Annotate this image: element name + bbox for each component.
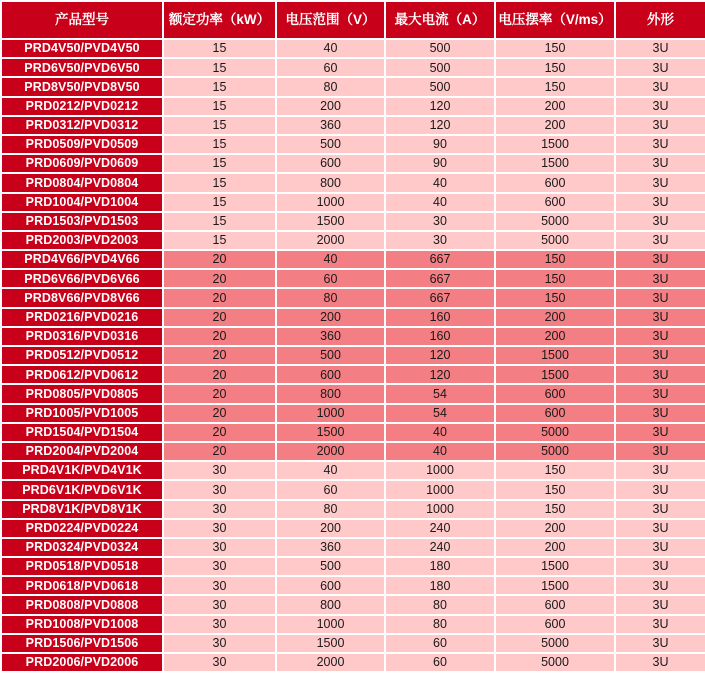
form-factor-cell: 3U bbox=[616, 520, 705, 537]
form-factor-cell: 3U bbox=[616, 328, 705, 345]
form-factor-cell: 3U bbox=[616, 654, 705, 671]
form-factor-cell: 3U bbox=[616, 577, 705, 594]
power-cell: 15 bbox=[164, 40, 275, 57]
form-factor-cell: 3U bbox=[616, 596, 705, 613]
table-row bbox=[2, 155, 705, 172]
voltage-cell: 360 bbox=[277, 539, 384, 556]
power-cell: 20 bbox=[164, 328, 275, 345]
table-row bbox=[2, 558, 705, 575]
model-cell: PRD6V50/PVD6V50 bbox=[2, 59, 162, 76]
current-cell: 90 bbox=[386, 155, 494, 172]
form-factor-cell: 3U bbox=[616, 136, 705, 153]
slew-rate-cell: 150 bbox=[496, 501, 614, 518]
table-row bbox=[2, 251, 705, 268]
power-cell: 15 bbox=[164, 98, 275, 115]
model-cell: PRD1504/PVD1504 bbox=[2, 424, 162, 441]
slew-rate-cell: 1500 bbox=[496, 155, 614, 172]
slew-rate-cell: 1500 bbox=[496, 136, 614, 153]
power-cell: 20 bbox=[164, 366, 275, 383]
slew-rate-cell: 5000 bbox=[496, 424, 614, 441]
model-cell: PRD1005/PVD1005 bbox=[2, 405, 162, 422]
current-cell: 180 bbox=[386, 558, 494, 575]
power-cell: 30 bbox=[164, 501, 275, 518]
voltage-cell: 1500 bbox=[277, 635, 384, 652]
power-cell: 15 bbox=[164, 155, 275, 172]
voltage-cell: 40 bbox=[277, 251, 384, 268]
power-cell: 15 bbox=[164, 78, 275, 95]
current-cell: 40 bbox=[386, 194, 494, 211]
form-factor-cell: 3U bbox=[616, 366, 705, 383]
power-cell: 15 bbox=[164, 59, 275, 76]
form-factor-cell: 3U bbox=[616, 462, 705, 479]
model-cell: PRD2004/PVD2004 bbox=[2, 443, 162, 460]
slew-rate-cell: 1500 bbox=[496, 577, 614, 594]
table-body bbox=[2, 40, 705, 671]
current-cell: 40 bbox=[386, 443, 494, 460]
table-row bbox=[2, 347, 705, 364]
power-cell: 30 bbox=[164, 481, 275, 498]
voltage-cell: 500 bbox=[277, 347, 384, 364]
table-row bbox=[2, 213, 705, 230]
form-factor-cell: 3U bbox=[616, 539, 705, 556]
table-row bbox=[2, 462, 705, 479]
model-cell: PRD0612/PVD0612 bbox=[2, 366, 162, 383]
form-factor-cell: 3U bbox=[616, 443, 705, 460]
power-cell: 30 bbox=[164, 558, 275, 575]
power-cell: 15 bbox=[164, 213, 275, 230]
voltage-cell: 800 bbox=[277, 385, 384, 402]
current-cell: 180 bbox=[386, 577, 494, 594]
voltage-cell: 60 bbox=[277, 270, 384, 287]
voltage-cell: 40 bbox=[277, 40, 384, 57]
power-cell: 30 bbox=[164, 596, 275, 613]
voltage-cell: 360 bbox=[277, 117, 384, 134]
header-model: 产品型号 bbox=[2, 2, 162, 38]
power-cell: 30 bbox=[164, 539, 275, 556]
form-factor-cell: 3U bbox=[616, 98, 705, 115]
table-row bbox=[2, 616, 705, 633]
slew-rate-cell: 150 bbox=[496, 40, 614, 57]
model-cell: PRD0805/PVD0805 bbox=[2, 385, 162, 402]
table-row bbox=[2, 635, 705, 652]
slew-rate-cell: 600 bbox=[496, 405, 614, 422]
slew-rate-cell: 600 bbox=[496, 616, 614, 633]
current-cell: 80 bbox=[386, 596, 494, 613]
model-cell: PRD2006/PVD2006 bbox=[2, 654, 162, 671]
current-cell: 120 bbox=[386, 117, 494, 134]
header-slew-rate: 电压摆率（V/ms） bbox=[496, 2, 614, 38]
slew-rate-cell: 1500 bbox=[496, 347, 614, 364]
current-cell: 80 bbox=[386, 616, 494, 633]
voltage-cell: 60 bbox=[277, 481, 384, 498]
voltage-cell: 200 bbox=[277, 520, 384, 537]
voltage-cell: 200 bbox=[277, 98, 384, 115]
table-row bbox=[2, 232, 705, 249]
slew-rate-cell: 150 bbox=[496, 78, 614, 95]
table-row bbox=[2, 117, 705, 134]
current-cell: 500 bbox=[386, 78, 494, 95]
current-cell: 60 bbox=[386, 654, 494, 671]
power-cell: 20 bbox=[164, 443, 275, 460]
voltage-cell: 600 bbox=[277, 577, 384, 594]
current-cell: 240 bbox=[386, 539, 494, 556]
model-cell: PRD6V66/PVD6V66 bbox=[2, 270, 162, 287]
power-cell: 20 bbox=[164, 385, 275, 402]
table-row bbox=[2, 481, 705, 498]
slew-rate-cell: 150 bbox=[496, 251, 614, 268]
slew-rate-cell: 200 bbox=[496, 309, 614, 326]
current-cell: 120 bbox=[386, 347, 494, 364]
voltage-cell: 800 bbox=[277, 596, 384, 613]
power-cell: 20 bbox=[164, 289, 275, 306]
model-cell: PRD0518/PVD0518 bbox=[2, 558, 162, 575]
header-current: 最大电流（A） bbox=[386, 2, 494, 38]
voltage-cell: 40 bbox=[277, 462, 384, 479]
slew-rate-cell: 200 bbox=[496, 328, 614, 345]
current-cell: 500 bbox=[386, 40, 494, 57]
voltage-cell: 80 bbox=[277, 501, 384, 518]
form-factor-cell: 3U bbox=[616, 616, 705, 633]
voltage-cell: 800 bbox=[277, 174, 384, 191]
table-row bbox=[2, 328, 705, 345]
model-cell: PRD0804/PVD0804 bbox=[2, 174, 162, 191]
form-factor-cell: 3U bbox=[616, 59, 705, 76]
form-factor-cell: 3U bbox=[616, 501, 705, 518]
model-cell: PRD8V66/PVD8V66 bbox=[2, 289, 162, 306]
model-cell: PRD1503/PVD1503 bbox=[2, 213, 162, 230]
form-factor-cell: 3U bbox=[616, 117, 705, 134]
slew-rate-cell: 1500 bbox=[496, 558, 614, 575]
voltage-cell: 600 bbox=[277, 366, 384, 383]
model-cell: PRD0609/PVD0609 bbox=[2, 155, 162, 172]
power-cell: 20 bbox=[164, 270, 275, 287]
power-cell: 30 bbox=[164, 462, 275, 479]
slew-rate-cell: 200 bbox=[496, 117, 614, 134]
table-row bbox=[2, 136, 705, 153]
slew-rate-cell: 600 bbox=[496, 174, 614, 191]
table-row bbox=[2, 654, 705, 671]
form-factor-cell: 3U bbox=[616, 232, 705, 249]
form-factor-cell: 3U bbox=[616, 270, 705, 287]
current-cell: 90 bbox=[386, 136, 494, 153]
model-cell: PRD1004/PVD1004 bbox=[2, 194, 162, 211]
model-cell: PRD0316/PVD0316 bbox=[2, 328, 162, 345]
table-row bbox=[2, 194, 705, 211]
table-row bbox=[2, 424, 705, 441]
slew-rate-cell: 600 bbox=[496, 194, 614, 211]
voltage-cell: 80 bbox=[277, 78, 384, 95]
model-cell: PRD1008/PVD1008 bbox=[2, 616, 162, 633]
table-row bbox=[2, 501, 705, 518]
table-row bbox=[2, 577, 705, 594]
form-factor-cell: 3U bbox=[616, 213, 705, 230]
current-cell: 30 bbox=[386, 213, 494, 230]
power-cell: 15 bbox=[164, 174, 275, 191]
table-row bbox=[2, 270, 705, 287]
voltage-cell: 60 bbox=[277, 59, 384, 76]
voltage-cell: 500 bbox=[277, 558, 384, 575]
current-cell: 160 bbox=[386, 328, 494, 345]
table-row bbox=[2, 405, 705, 422]
form-factor-cell: 3U bbox=[616, 40, 705, 57]
form-factor-cell: 3U bbox=[616, 347, 705, 364]
voltage-cell: 2000 bbox=[277, 232, 384, 249]
header-power: 额定功率（kW） bbox=[164, 2, 275, 38]
power-cell: 30 bbox=[164, 577, 275, 594]
power-cell: 30 bbox=[164, 616, 275, 633]
slew-rate-cell: 200 bbox=[496, 539, 614, 556]
slew-rate-cell: 150 bbox=[496, 59, 614, 76]
power-cell: 20 bbox=[164, 405, 275, 422]
slew-rate-cell: 150 bbox=[496, 462, 614, 479]
power-cell: 20 bbox=[164, 347, 275, 364]
model-cell: PRD6V1K/PVD6V1K bbox=[2, 481, 162, 498]
model-cell: PRD0512/PVD0512 bbox=[2, 347, 162, 364]
table-row bbox=[2, 59, 705, 76]
power-cell: 30 bbox=[164, 654, 275, 671]
current-cell: 1000 bbox=[386, 501, 494, 518]
slew-rate-cell: 5000 bbox=[496, 232, 614, 249]
power-cell: 15 bbox=[164, 194, 275, 211]
current-cell: 667 bbox=[386, 289, 494, 306]
slew-rate-cell: 150 bbox=[496, 481, 614, 498]
table-row bbox=[2, 40, 705, 57]
slew-rate-cell: 1500 bbox=[496, 366, 614, 383]
voltage-cell: 1000 bbox=[277, 405, 384, 422]
current-cell: 54 bbox=[386, 385, 494, 402]
current-cell: 500 bbox=[386, 59, 494, 76]
slew-rate-cell: 5000 bbox=[496, 213, 614, 230]
voltage-cell: 1000 bbox=[277, 194, 384, 211]
header-form-factor: 外形 bbox=[616, 2, 705, 38]
model-cell: PRD4V1K/PVD4V1K bbox=[2, 462, 162, 479]
voltage-cell: 2000 bbox=[277, 443, 384, 460]
power-cell: 30 bbox=[164, 635, 275, 652]
model-cell: PRD8V1K/PVD8V1K bbox=[2, 501, 162, 518]
form-factor-cell: 3U bbox=[616, 174, 705, 191]
form-factor-cell: 3U bbox=[616, 155, 705, 172]
current-cell: 40 bbox=[386, 424, 494, 441]
table-row bbox=[2, 174, 705, 191]
model-cell: PRD0224/PVD0224 bbox=[2, 520, 162, 537]
table-row bbox=[2, 443, 705, 460]
slew-rate-cell: 200 bbox=[496, 98, 614, 115]
header-row bbox=[2, 2, 705, 38]
model-cell: PRD8V50/PVD8V50 bbox=[2, 78, 162, 95]
table-row bbox=[2, 309, 705, 326]
voltage-cell: 2000 bbox=[277, 654, 384, 671]
current-cell: 40 bbox=[386, 174, 494, 191]
current-cell: 120 bbox=[386, 98, 494, 115]
slew-rate-cell: 5000 bbox=[496, 443, 614, 460]
slew-rate-cell: 600 bbox=[496, 385, 614, 402]
model-cell: PRD0324/PVD0324 bbox=[2, 539, 162, 556]
voltage-cell: 1500 bbox=[277, 424, 384, 441]
slew-rate-cell: 200 bbox=[496, 520, 614, 537]
power-cell: 20 bbox=[164, 424, 275, 441]
model-cell: PRD0808/PVD0808 bbox=[2, 596, 162, 613]
current-cell: 30 bbox=[386, 232, 494, 249]
header-voltage: 电压范围（V） bbox=[277, 2, 384, 38]
slew-rate-cell: 150 bbox=[496, 270, 614, 287]
current-cell: 60 bbox=[386, 635, 494, 652]
power-cell: 15 bbox=[164, 117, 275, 134]
table-row bbox=[2, 78, 705, 95]
power-cell: 15 bbox=[164, 136, 275, 153]
model-cell: PRD0509/PVD0509 bbox=[2, 136, 162, 153]
model-cell: PRD0312/PVD0312 bbox=[2, 117, 162, 134]
current-cell: 54 bbox=[386, 405, 494, 422]
voltage-cell: 1500 bbox=[277, 213, 384, 230]
power-cell: 20 bbox=[164, 251, 275, 268]
current-cell: 120 bbox=[386, 366, 494, 383]
form-factor-cell: 3U bbox=[616, 405, 705, 422]
current-cell: 1000 bbox=[386, 462, 494, 479]
current-cell: 240 bbox=[386, 520, 494, 537]
form-factor-cell: 3U bbox=[616, 251, 705, 268]
slew-rate-cell: 5000 bbox=[496, 635, 614, 652]
voltage-cell: 600 bbox=[277, 155, 384, 172]
power-cell: 15 bbox=[164, 232, 275, 249]
model-cell: PRD2003/PVD2003 bbox=[2, 232, 162, 249]
slew-rate-cell: 150 bbox=[496, 289, 614, 306]
model-cell: PRD0212/PVD0212 bbox=[2, 98, 162, 115]
voltage-cell: 360 bbox=[277, 328, 384, 345]
model-cell: PRD0618/PVD0618 bbox=[2, 577, 162, 594]
table-row bbox=[2, 366, 705, 383]
form-factor-cell: 3U bbox=[616, 289, 705, 306]
power-cell: 30 bbox=[164, 520, 275, 537]
form-factor-cell: 3U bbox=[616, 194, 705, 211]
table-row bbox=[2, 289, 705, 306]
form-factor-cell: 3U bbox=[616, 309, 705, 326]
current-cell: 667 bbox=[386, 270, 494, 287]
current-cell: 1000 bbox=[386, 481, 494, 498]
voltage-cell: 1000 bbox=[277, 616, 384, 633]
table-row bbox=[2, 98, 705, 115]
table-row bbox=[2, 596, 705, 613]
table-row bbox=[2, 385, 705, 402]
table-row bbox=[2, 539, 705, 556]
form-factor-cell: 3U bbox=[616, 424, 705, 441]
form-factor-cell: 3U bbox=[616, 385, 705, 402]
current-cell: 160 bbox=[386, 309, 494, 326]
voltage-cell: 500 bbox=[277, 136, 384, 153]
slew-rate-cell: 5000 bbox=[496, 654, 614, 671]
voltage-cell: 80 bbox=[277, 289, 384, 306]
power-cell: 20 bbox=[164, 309, 275, 326]
current-cell: 667 bbox=[386, 251, 494, 268]
table-row bbox=[2, 520, 705, 537]
form-factor-cell: 3U bbox=[616, 78, 705, 95]
model-cell: PRD4V66/PVD4V66 bbox=[2, 251, 162, 268]
form-factor-cell: 3U bbox=[616, 481, 705, 498]
model-cell: PRD0216/PVD0216 bbox=[2, 309, 162, 326]
form-factor-cell: 3U bbox=[616, 558, 705, 575]
slew-rate-cell: 600 bbox=[496, 596, 614, 613]
voltage-cell: 200 bbox=[277, 309, 384, 326]
form-factor-cell: 3U bbox=[616, 635, 705, 652]
model-cell: PRD4V50/PVD4V50 bbox=[2, 40, 162, 57]
model-cell: PRD1506/PVD1506 bbox=[2, 635, 162, 652]
